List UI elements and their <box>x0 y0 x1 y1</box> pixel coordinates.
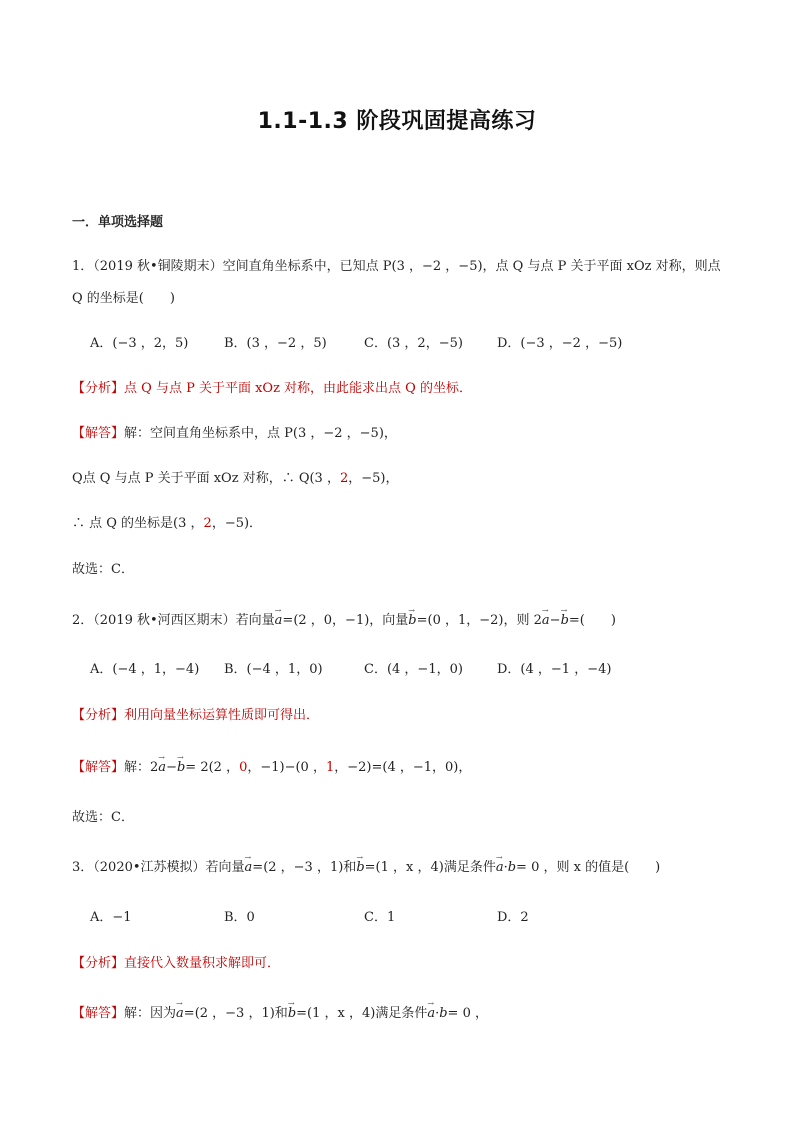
q2-solution-pre: 解：2 <box>124 760 159 775</box>
q3-stem <box>72 859 660 877</box>
vector-a: → a <box>275 612 283 630</box>
vector-a: → a <box>542 612 550 630</box>
vector-a: → a <box>245 859 253 877</box>
q1-stem-line1: 1．（2019 秋•铜陵期末）空间直角坐标系中，已知点 P(3 ，−2 ，−5)，点 Q 与点 P 关于平面 xOz 对称，则点 <box>72 259 721 274</box>
q1-option-a: A．(−3 ，2，5) <box>90 336 189 351</box>
q2-option-d: D．(4 ，−1 ，−4) <box>497 662 612 677</box>
q2-stem-mid1: =(2 ，0，−1)，向量 <box>282 613 409 628</box>
q1-solution-line3 <box>72 515 262 533</box>
q3-stem-mid2: =(1 ，x ，4)满足条件 <box>364 860 496 875</box>
q2-stem-pre: 2．（2019 秋•河西区期末）若向量 <box>72 613 275 628</box>
q1-option-b: B．(3 ，−2 ，5) <box>224 336 327 351</box>
q3-option-c: C．1 <box>364 910 396 925</box>
q2-solution-eq2: ，−1)−(0 ， <box>247 760 326 775</box>
q1-solution2-pre: Q点 Q 与点 P 关于平面 xOz 对称，∴ Q(3 ， <box>72 471 340 486</box>
q2-solution-highlight1: 0 <box>239 760 248 775</box>
q2-option-a: A．(−4 ，1，−4) <box>90 662 200 677</box>
section-heading: 一．单项选择题 <box>72 215 164 230</box>
q2-stem <box>72 612 616 630</box>
q3-option-a: A．−1 <box>90 910 132 925</box>
q2-solution-eq3: ，−2)=(4 ，−1，0)， <box>334 760 472 775</box>
q3-stem-mid1: =(2 ，−3 ，1)和 <box>252 860 357 875</box>
dot-product: → a·b <box>496 859 516 877</box>
q3-solution-mid1: =(2 ，−3 ，1)和 <box>183 1006 288 1021</box>
q3-analysis <box>72 955 280 973</box>
q2-option-c: C．(4 ，−1，0) <box>364 662 463 677</box>
q2-stem-mid2: =(0 ，1，−2)，则 2 <box>416 613 542 628</box>
q1-solution3-pre: ∴ 点 Q 的坐标是(3 ， <box>72 516 204 531</box>
q2-solution <box>72 759 471 777</box>
q3-stem-post: = 0 ，则 x 的值是( ) <box>516 860 661 875</box>
q3-solution-post: = 0 ， <box>447 1006 488 1021</box>
solution-tag: 【解答】 <box>72 760 125 775</box>
q1-solution2-post: ，−5)， <box>348 471 399 486</box>
vector-a: → a <box>158 759 166 777</box>
analysis-tag: 【分析】 <box>72 381 125 396</box>
q3-solution-pre: 解：因为 <box>124 1006 177 1021</box>
q2-solution-highlight2: 1 <box>325 760 335 775</box>
solution-tag: 【解答】 <box>72 426 125 441</box>
solution-tag: 【解答】 <box>72 1006 125 1021</box>
vector-b: → b <box>288 1005 296 1023</box>
analysis-tag: 【分析】 <box>72 956 125 971</box>
q2-analysis <box>72 707 319 725</box>
vector-b: → b <box>356 859 364 877</box>
q2-analysis-text: 利用向量坐标运算性质即可得出． <box>124 708 320 723</box>
q1-answer: 故选：C． <box>72 562 134 577</box>
q1-option-d: D．(−3 ，−2 ，−5) <box>497 336 623 351</box>
q3-analysis-text: 直接代入数量积求解即可． <box>124 956 281 971</box>
vector-b: → b <box>177 759 185 777</box>
q1-solution2-highlight: 2 <box>339 471 349 486</box>
analysis-tag: 【分析】 <box>72 708 125 723</box>
q1-solution-text1: 解：空间直角坐标系中，点 P(3 ，−2 ，−5)， <box>124 426 397 441</box>
q1-solution-line1 <box>72 425 397 443</box>
q1-option-c: C．(3 ，2，−5) <box>364 336 463 351</box>
q3-option-b: B．0 <box>224 910 255 925</box>
q3-stem-pre: 3．（2020•江苏模拟）若向量 <box>72 860 245 875</box>
vector-b: → b <box>408 612 416 630</box>
q2-stem-mid3: − <box>549 613 561 628</box>
q3-option-d: D．2 <box>497 910 529 925</box>
q1-analysis <box>72 380 472 398</box>
q2-stem-post: =( ) <box>568 613 616 628</box>
q2-solution-eq1: = 2(2 ， <box>185 760 240 775</box>
q1-solution3-post: ，−5)． <box>211 516 263 531</box>
page-title: 1.1-1.3 阶段巩固提高练习 <box>257 109 537 134</box>
dot-product: → a·b <box>427 1005 447 1023</box>
q2-answer: 故选：C． <box>72 810 134 825</box>
vector-b: → b <box>561 612 569 630</box>
q2-solution-mid: − <box>166 760 177 775</box>
q1-solution3-highlight: 2 <box>203 516 212 531</box>
vector-a: → a <box>176 1005 184 1023</box>
q1-analysis-text: 点 Q 与点 P 关于平面 xOz 对称，由此能求出点 Q 的坐标． <box>124 381 472 396</box>
q3-solution <box>72 1005 488 1023</box>
q3-solution-mid2: =(1 ，x ，4)满足条件 <box>296 1006 428 1021</box>
q2-option-b: B．(−4 ，1，0) <box>224 662 323 677</box>
q1-stem-line2: Q 的坐标是( ) <box>72 291 175 306</box>
q1-solution-line2 <box>72 470 399 488</box>
